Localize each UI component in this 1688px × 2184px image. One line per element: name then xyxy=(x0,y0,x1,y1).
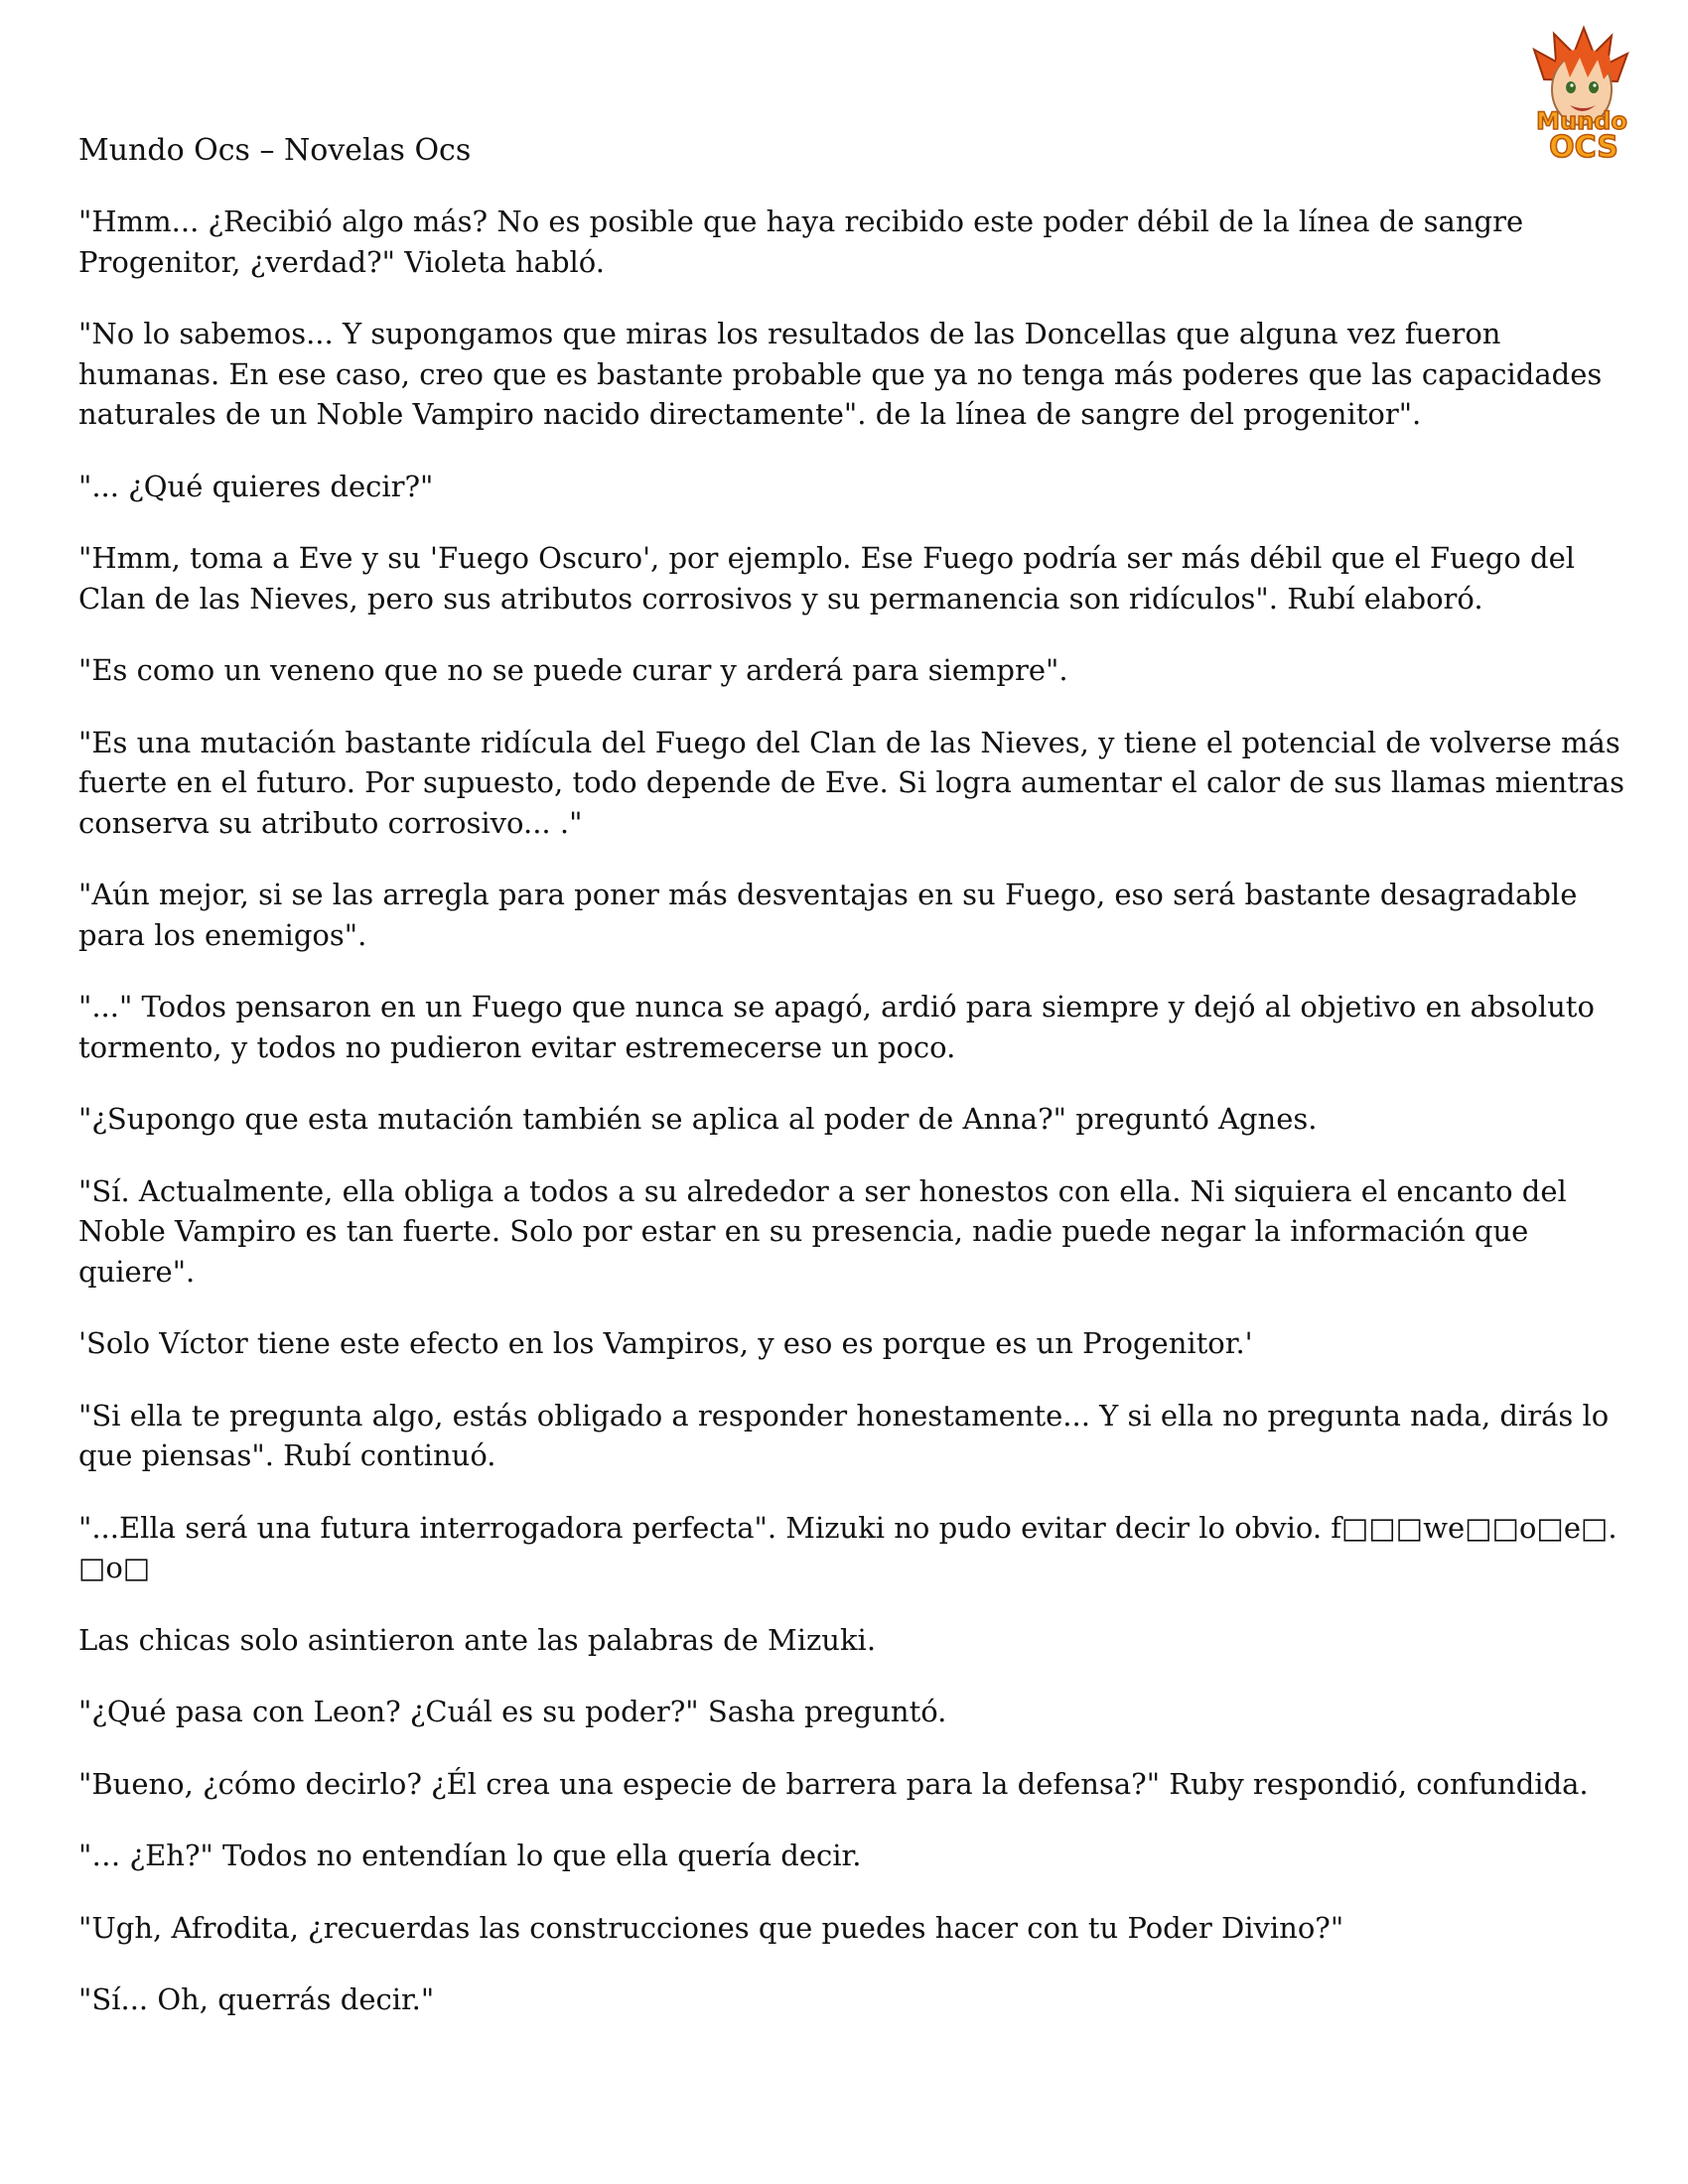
paragraph: "... ¿Qué quieres decir?" xyxy=(78,469,434,503)
logo-text-ocs: OCS xyxy=(1549,130,1618,165)
paragraph: 'Solo Víctor tiene este efecto en los Vampiros, y eso es porque es un Progenitor.' xyxy=(78,1326,1253,1360)
logo-text-mundo: Mundo xyxy=(1536,107,1627,135)
paragraph: "Aún mejor, si se las arregla para poner más desventajas en su Fuego, eso será bastante desagradable para los enemigos". xyxy=(78,878,1578,952)
site-title: Mundo Ocs – Novelas Ocs xyxy=(78,133,472,168)
paragraph: "..." Todos pensaron en un Fuego que nunca se apagó, ardió para siempre y dejó al objetivo en absoluto tormento, y todos no pudieron evitar estremecerse un poco. xyxy=(78,990,1595,1064)
paragraph: "… ¿Eh?" Todos no entendían lo que ella quería decir. xyxy=(78,1839,862,1872)
paragraph: "Sí. Actualmente, ella obliga a todos a su alrededor a ser honestos con ella. Ni siquiera el encanto del Noble Vampiro es tan fuerte. Solo por estar en su presencia, nadie puede negar la información que quiere". xyxy=(78,1173,1567,1289)
paragraph: Las chicas solo asintieron ante las palabras de Mizuki. xyxy=(78,1622,877,1657)
paragraph: "Hmm... ¿Recibió algo más? No es posible que haya recibido este poder débil de la línea de sangre Progenitor, ¿verdad?" Violeta habló. xyxy=(78,205,1524,279)
paragraph: "Si ella te pregunta algo, estás obligado a responder honestamente... Y si ella no pregunta nada, dirás lo que piensas". Rubí continuó. xyxy=(78,1398,1610,1472)
paragraph: "No lo sabemos... Y supongamos que miras los resultados de las Doncellas que alguna vez fueron humanas. En ese caso, creo que es bastante probable que ya no tenga más poderes que las capacidades naturales de un Noble Vampiro nacido directamente". de la línea de sangre del progenitor". xyxy=(78,317,1603,431)
paragraph: "Ugh, Afrodita, ¿recuerdas las construcciones que puedes hacer con tu Poder Divino?" xyxy=(78,1910,1344,1945)
mundo-ocs-logo xyxy=(1504,20,1653,169)
paragraph: "...Ella será una futura interrogadora perfecta". Mizuki no pudo evitar decir lo obvio. f□□□we□□o□e□. □o□ xyxy=(78,1510,1618,1584)
paragraph: "Bueno, ¿cómo decirlo? ¿Él crea una especie de barrera para la defensa?" Ruby respondió, confundida. xyxy=(78,1766,1589,1801)
paragraph: "Hmm, toma a Eve y su 'Fuego Oscuro', por ejemplo. Ese Fuego podría ser más débil que el Fuego del Clan de las Nieves, pero sus atributos corrosivos y su permanencia son ridículos". Rubí elaboró. xyxy=(78,541,1576,615)
paragraph: "¿Qué pasa con Leon? ¿Cuál es su poder?" Sasha preguntó. xyxy=(78,1695,947,1728)
paragraph: "Es como un veneno que no se puede curar y arderá para siempre". xyxy=(78,653,1068,687)
paragraph: "Es una mutación bastante ridícula del Fuego del Clan de las Nieves, y tiene el potencial de volverse más fuerte en el futuro. Por supuesto, todo depende de Eve. Si logra aumentar el calor de sus llamas mientras conserva su atributo corrosivo... ." xyxy=(78,725,1624,840)
paragraph: "Sí... Oh, querrás decir." xyxy=(78,1982,435,2016)
paragraph: "¿Supongo que esta mutación también se aplica al poder de Anna?" preguntó Agnes. xyxy=(78,1102,1318,1136)
document-body xyxy=(78,202,1627,2052)
